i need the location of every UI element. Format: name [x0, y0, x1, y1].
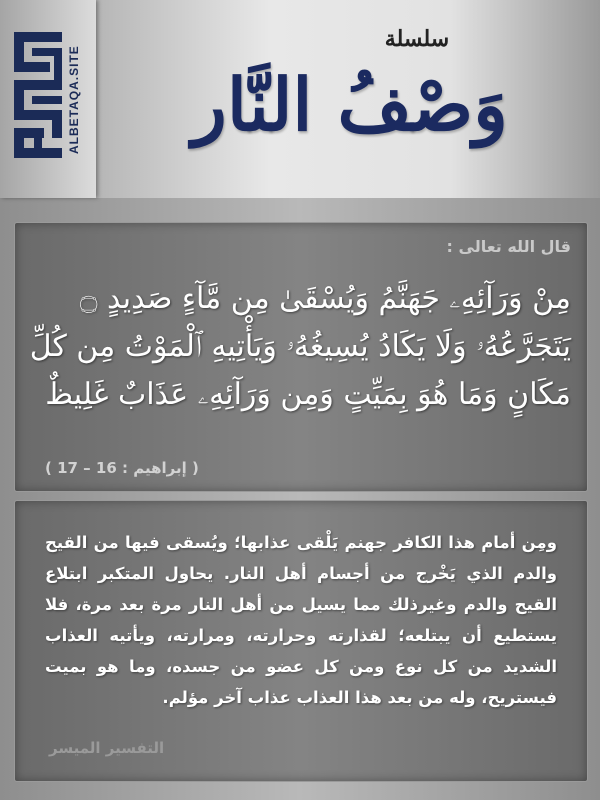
site-url: ALBETAQA.SITE: [67, 45, 81, 155]
logo: [0, 0, 96, 198]
logo-mark-icon: [12, 30, 64, 160]
header: [0, 0, 600, 198]
tafsir-source: التفسير الميسر: [49, 739, 165, 757]
tafsir-panel: [14, 500, 588, 782]
verse-intro: قال الله تعالى :: [446, 237, 571, 256]
verse-reference: ( إبراهيم : 16 – 17 ): [45, 459, 199, 477]
tafsir-text: ومِن أمام هذا الكافر جهنم يَلْقى عذابها؛ ويُسقى فيها من القيح والدم الذي يَخْرج من أجسام أهل النار. يحاول المتكبر ابتلاع القيح والدم وغيرذلك مما يسيل من أهل النار مرة بعد مرة، فلا يستطيع أن يبتلعه؛ لقذارته وحرارته، ومرارته، ويأتيه العذاب الشديد من كل نوع ومن كل عضو من جسده، وما هو بميت فيستريح، وله من بعد هذا العذاب عذاب آخر مؤلم.: [45, 533, 557, 707]
page-title: وَصْفُ النَّار: [192, 62, 508, 147]
series-label: سلسلة: [384, 26, 450, 52]
verse-text: مِنْ وَرَآئِهِۦ جَهَنَّمُ وَيُسْقَىٰ مِن مَّآءٍ صَدِيدٍ ۝ يَتَجَرَّعُهُۥ وَلَا يَكَادُ يُسِيغُهُۥ وَيَأْتِيهِ ٱلْمَوْتُ مِن كُلِّ مَكَانٍ وَمَا هُوَ بِمَيِّتٍ وَمِن وَرَآئِهِۦ عَذَابٌ غَلِيظٌ: [29, 281, 571, 412]
verse-panel: [14, 222, 588, 492]
